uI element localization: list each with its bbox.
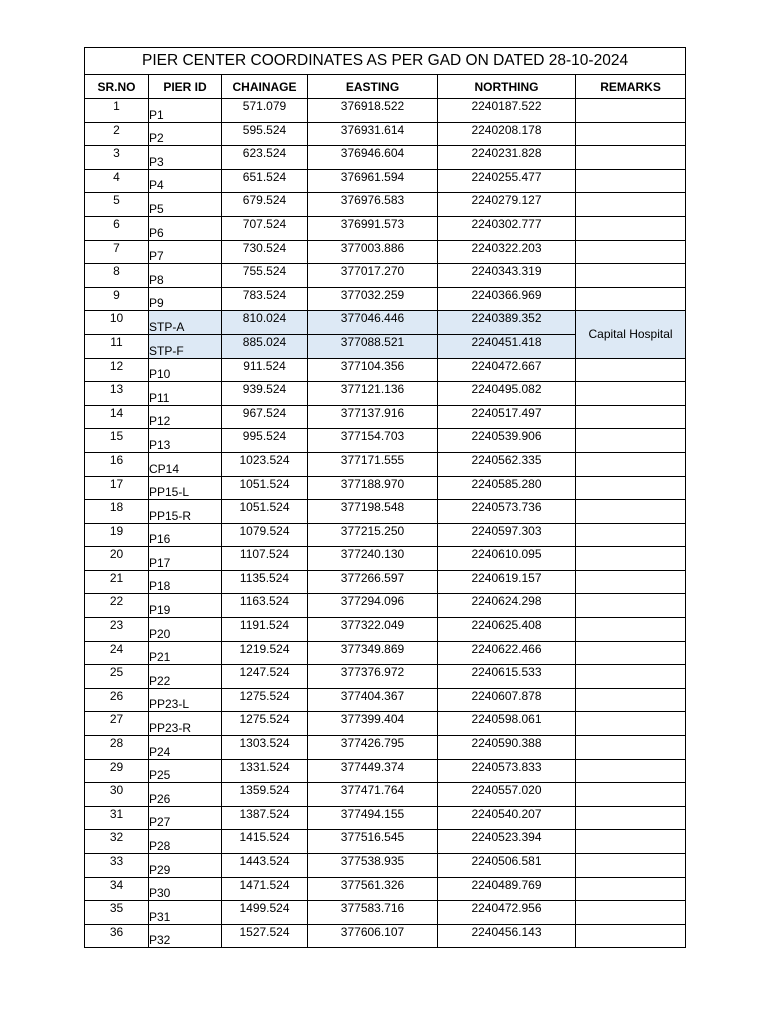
- table-row: [85, 358, 686, 382]
- cell-easting: 377104.356: [308, 358, 438, 382]
- cell-easting: 377188.970: [308, 476, 438, 500]
- cell-easting: 376918.522: [308, 99, 438, 123]
- cell-chainage: 679.524: [222, 193, 308, 217]
- cell-remarks: [576, 570, 686, 594]
- cell-northing: 2240625.408: [438, 618, 576, 642]
- cell-northing: 2240187.522: [438, 99, 576, 123]
- cell-pier-id: P9: [149, 287, 222, 311]
- cell-pier-id: P6: [149, 216, 222, 240]
- cell-remarks: [576, 264, 686, 288]
- cell-easting: 377322.049: [308, 618, 438, 642]
- cell-remarks: [576, 641, 686, 665]
- cell-easting: 377399.404: [308, 712, 438, 736]
- cell-easting: 377032.259: [308, 287, 438, 311]
- cell-pier-id: P3: [149, 146, 222, 170]
- table-row: [85, 854, 686, 878]
- cell-pier-id: P30: [149, 877, 222, 901]
- cell-remarks: [576, 712, 686, 736]
- cell-pier-id: P24: [149, 736, 222, 760]
- cell-sr-no: 23: [85, 618, 149, 642]
- cell-remarks: [576, 122, 686, 146]
- cell-remarks: [576, 429, 686, 453]
- cell-easting: 377171.555: [308, 452, 438, 476]
- table-row: [85, 382, 686, 406]
- cell-chainage: 1051.524: [222, 476, 308, 500]
- cell-easting: 377046.446: [308, 311, 438, 335]
- cell-northing: 2240255.477: [438, 169, 576, 193]
- cell-pier-id: P29: [149, 854, 222, 878]
- cell-pier-id: P31: [149, 901, 222, 925]
- table-title: PIER CENTER COORDINATES AS PER GAD ON DATED 28-10-2024: [85, 48, 686, 75]
- cell-northing: 2240598.061: [438, 712, 576, 736]
- table-row: [85, 665, 686, 689]
- cell-chainage: 1079.524: [222, 523, 308, 547]
- cell-easting: 377240.130: [308, 547, 438, 571]
- table-row: [85, 405, 686, 429]
- cell-remarks: [576, 783, 686, 807]
- cell-pier-id: P12: [149, 405, 222, 429]
- cell-remarks: [576, 594, 686, 618]
- header-pier-id: PIER ID: [149, 75, 222, 99]
- cell-chainage: 1499.524: [222, 901, 308, 925]
- cell-chainage: 1135.524: [222, 570, 308, 594]
- table-row: [85, 806, 686, 830]
- cell-pier-id: P11: [149, 382, 222, 406]
- cell-easting: 377471.764: [308, 783, 438, 807]
- cell-easting: 377003.886: [308, 240, 438, 264]
- cell-pier-id: P16: [149, 523, 222, 547]
- cell-sr-no: 17: [85, 476, 149, 500]
- cell-easting: 376946.604: [308, 146, 438, 170]
- cell-chainage: 623.524: [222, 146, 308, 170]
- cell-chainage: 911.524: [222, 358, 308, 382]
- cell-remarks: [576, 452, 686, 476]
- table-row: [85, 523, 686, 547]
- cell-sr-no: 9: [85, 287, 149, 311]
- cell-remarks: Capital Hospital: [576, 311, 686, 358]
- cell-easting: 377494.155: [308, 806, 438, 830]
- cell-northing: 2240585.280: [438, 476, 576, 500]
- cell-pier-id: P8: [149, 264, 222, 288]
- cell-remarks: [576, 500, 686, 524]
- cell-easting: 377294.096: [308, 594, 438, 618]
- cell-sr-no: 2: [85, 122, 149, 146]
- cell-northing: 2240539.906: [438, 429, 576, 453]
- cell-northing: 2240622.466: [438, 641, 576, 665]
- cell-pier-id: P13: [149, 429, 222, 453]
- cell-remarks: [576, 216, 686, 240]
- cell-remarks: [576, 901, 686, 925]
- table-row: [85, 712, 686, 736]
- cell-pier-id: PP23-R: [149, 712, 222, 736]
- cell-northing: 2240590.388: [438, 736, 576, 760]
- cell-chainage: 810.024: [222, 311, 308, 335]
- cell-northing: 2240366.969: [438, 287, 576, 311]
- cell-remarks: [576, 240, 686, 264]
- cell-chainage: 1387.524: [222, 806, 308, 830]
- cell-chainage: 1275.524: [222, 688, 308, 712]
- cell-remarks: [576, 476, 686, 500]
- cell-northing: 2240451.418: [438, 334, 576, 358]
- table-row: [85, 901, 686, 925]
- cell-chainage: 1443.524: [222, 854, 308, 878]
- cell-chainage: 1219.524: [222, 641, 308, 665]
- cell-northing: 2240302.777: [438, 216, 576, 240]
- cell-remarks: [576, 169, 686, 193]
- cell-remarks: [576, 193, 686, 217]
- cell-easting: 377561.326: [308, 877, 438, 901]
- cell-chainage: 1331.524: [222, 759, 308, 783]
- cell-sr-no: 7: [85, 240, 149, 264]
- cell-northing: 2240624.298: [438, 594, 576, 618]
- cell-sr-no: 1: [85, 99, 149, 123]
- cell-chainage: 707.524: [222, 216, 308, 240]
- cell-remarks: [576, 806, 686, 830]
- cell-easting: 377583.716: [308, 901, 438, 925]
- cell-pier-id: P25: [149, 759, 222, 783]
- cell-sr-no: 5: [85, 193, 149, 217]
- cell-chainage: 571.079: [222, 99, 308, 123]
- cell-remarks: [576, 287, 686, 311]
- cell-remarks: [576, 830, 686, 854]
- cell-sr-no: 34: [85, 877, 149, 901]
- table-row: [85, 240, 686, 264]
- cell-remarks: [576, 99, 686, 123]
- cell-sr-no: 15: [85, 429, 149, 453]
- cell-sr-no: 6: [85, 216, 149, 240]
- cell-sr-no: 31: [85, 806, 149, 830]
- cell-northing: 2240506.581: [438, 854, 576, 878]
- cell-chainage: 1023.524: [222, 452, 308, 476]
- cell-sr-no: 16: [85, 452, 149, 476]
- cell-sr-no: 21: [85, 570, 149, 594]
- cell-easting: 377376.972: [308, 665, 438, 689]
- table-row: [85, 287, 686, 311]
- header-remarks: REMARKS: [576, 75, 686, 99]
- cell-easting: 377404.367: [308, 688, 438, 712]
- cell-chainage: 730.524: [222, 240, 308, 264]
- cell-remarks: [576, 759, 686, 783]
- cell-chainage: 995.524: [222, 429, 308, 453]
- cell-chainage: 755.524: [222, 264, 308, 288]
- cell-sr-no: 10: [85, 311, 149, 335]
- table-row: [85, 641, 686, 665]
- cell-easting: 377426.795: [308, 736, 438, 760]
- cell-remarks: [576, 146, 686, 170]
- cell-easting: 377017.270: [308, 264, 438, 288]
- cell-chainage: 939.524: [222, 382, 308, 406]
- cell-chainage: 651.524: [222, 169, 308, 193]
- cell-easting: 376976.583: [308, 193, 438, 217]
- cell-northing: 2240208.178: [438, 122, 576, 146]
- cell-northing: 2240343.319: [438, 264, 576, 288]
- cell-sr-no: 35: [85, 901, 149, 925]
- cell-pier-id: P10: [149, 358, 222, 382]
- cell-northing: 2240619.157: [438, 570, 576, 594]
- cell-northing: 2240279.127: [438, 193, 576, 217]
- table-row: [85, 429, 686, 453]
- cell-easting: 376991.573: [308, 216, 438, 240]
- cell-sr-no: 28: [85, 736, 149, 760]
- cell-sr-no: 20: [85, 547, 149, 571]
- table-row: [85, 122, 686, 146]
- cell-northing: 2240495.082: [438, 382, 576, 406]
- cell-sr-no: 12: [85, 358, 149, 382]
- cell-pier-id: P27: [149, 806, 222, 830]
- cell-sr-no: 14: [85, 405, 149, 429]
- header-chainage: CHAINAGE: [222, 75, 308, 99]
- cell-pier-id: P2: [149, 122, 222, 146]
- cell-easting: 377266.597: [308, 570, 438, 594]
- cell-chainage: 1247.524: [222, 665, 308, 689]
- cell-easting: 377088.521: [308, 334, 438, 358]
- cell-chainage: 1163.524: [222, 594, 308, 618]
- cell-remarks: [576, 547, 686, 571]
- cell-northing: 2240615.533: [438, 665, 576, 689]
- cell-easting: 377516.545: [308, 830, 438, 854]
- cell-pier-id: P7: [149, 240, 222, 264]
- cell-pier-id: STP-A: [149, 311, 222, 335]
- cell-sr-no: 27: [85, 712, 149, 736]
- cell-sr-no: 32: [85, 830, 149, 854]
- cell-remarks: [576, 877, 686, 901]
- table-row: [85, 688, 686, 712]
- pier-coordinates-table: [84, 47, 686, 948]
- cell-easting: 377349.869: [308, 641, 438, 665]
- header-easting: EASTING: [308, 75, 438, 99]
- cell-northing: 2240231.828: [438, 146, 576, 170]
- table-row: [85, 146, 686, 170]
- cell-northing: 2240562.335: [438, 452, 576, 476]
- cell-northing: 2240540.207: [438, 806, 576, 830]
- cell-pier-id: STP-F: [149, 334, 222, 358]
- cell-pier-id: P5: [149, 193, 222, 217]
- cell-sr-no: 22: [85, 594, 149, 618]
- cell-easting: 377154.703: [308, 429, 438, 453]
- cell-northing: 2240573.736: [438, 500, 576, 524]
- cell-remarks: [576, 688, 686, 712]
- table-row: [85, 169, 686, 193]
- cell-northing: 2240472.956: [438, 901, 576, 925]
- cell-pier-id: P28: [149, 830, 222, 854]
- cell-sr-no: 4: [85, 169, 149, 193]
- title-row: [85, 48, 686, 75]
- cell-remarks: [576, 736, 686, 760]
- cell-chainage: 967.524: [222, 405, 308, 429]
- table-row: [85, 476, 686, 500]
- table-row: [85, 618, 686, 642]
- cell-chainage: 1471.524: [222, 877, 308, 901]
- cell-northing: 2240389.352: [438, 311, 576, 335]
- cell-northing: 2240607.878: [438, 688, 576, 712]
- table-row: [85, 877, 686, 901]
- cell-chainage: 1107.524: [222, 547, 308, 571]
- cell-easting: 377215.250: [308, 523, 438, 547]
- cell-chainage: 1051.524: [222, 500, 308, 524]
- cell-northing: 2240573.833: [438, 759, 576, 783]
- cell-chainage: 885.024: [222, 334, 308, 358]
- cell-chainage: 1527.524: [222, 924, 308, 948]
- cell-remarks: [576, 618, 686, 642]
- cell-pier-id: PP15-R: [149, 500, 222, 524]
- cell-sr-no: 18: [85, 500, 149, 524]
- cell-chainage: 1359.524: [222, 783, 308, 807]
- cell-pier-id: P26: [149, 783, 222, 807]
- cell-pier-id: PP23-L: [149, 688, 222, 712]
- cell-northing: 2240523.394: [438, 830, 576, 854]
- cell-chainage: 783.524: [222, 287, 308, 311]
- table-row: [85, 594, 686, 618]
- cell-sr-no: 29: [85, 759, 149, 783]
- cell-chainage: 1275.524: [222, 712, 308, 736]
- cell-pier-id: P20: [149, 618, 222, 642]
- table-row: [85, 830, 686, 854]
- cell-pier-id: P19: [149, 594, 222, 618]
- table-row: [85, 99, 686, 123]
- cell-sr-no: 8: [85, 264, 149, 288]
- cell-sr-no: 33: [85, 854, 149, 878]
- table-row: [85, 193, 686, 217]
- table-row: [85, 736, 686, 760]
- cell-northing: 2240489.769: [438, 877, 576, 901]
- cell-easting: 377449.374: [308, 759, 438, 783]
- cell-sr-no: 30: [85, 783, 149, 807]
- cell-easting: 376931.614: [308, 122, 438, 146]
- cell-remarks: [576, 854, 686, 878]
- cell-northing: 2240456.143: [438, 924, 576, 948]
- cell-northing: 2240472.667: [438, 358, 576, 382]
- cell-easting: 377606.107: [308, 924, 438, 948]
- table-row: [85, 500, 686, 524]
- cell-chainage: 1191.524: [222, 618, 308, 642]
- cell-sr-no: 13: [85, 382, 149, 406]
- cell-sr-no: 26: [85, 688, 149, 712]
- cell-northing: 2240322.203: [438, 240, 576, 264]
- cell-sr-no: 3: [85, 146, 149, 170]
- cell-remarks: [576, 665, 686, 689]
- cell-pier-id: P22: [149, 665, 222, 689]
- header-row: [85, 75, 686, 99]
- table-row: [85, 547, 686, 571]
- cell-remarks: [576, 523, 686, 547]
- table-body: [85, 99, 686, 948]
- cell-sr-no: 25: [85, 665, 149, 689]
- cell-northing: 2240557.020: [438, 783, 576, 807]
- table-row: [85, 759, 686, 783]
- table-row: [85, 264, 686, 288]
- table-row: [85, 452, 686, 476]
- table-row: [85, 570, 686, 594]
- cell-sr-no: 11: [85, 334, 149, 358]
- cell-chainage: 1415.524: [222, 830, 308, 854]
- cell-easting: 377121.136: [308, 382, 438, 406]
- cell-remarks: [576, 358, 686, 382]
- cell-chainage: 1303.524: [222, 736, 308, 760]
- table-row: [85, 924, 686, 948]
- header-sr-no: SR.NO: [85, 75, 149, 99]
- cell-pier-id: P21: [149, 641, 222, 665]
- table-row: [85, 783, 686, 807]
- cell-easting: 377538.935: [308, 854, 438, 878]
- cell-northing: 2240597.303: [438, 523, 576, 547]
- header-northing: NORTHING: [438, 75, 576, 99]
- cell-remarks: [576, 405, 686, 429]
- cell-sr-no: 19: [85, 523, 149, 547]
- cell-northing: 2240517.497: [438, 405, 576, 429]
- cell-pier-id: P4: [149, 169, 222, 193]
- cell-easting: 376961.594: [308, 169, 438, 193]
- cell-easting: 377137.916: [308, 405, 438, 429]
- cell-northing: 2240610.095: [438, 547, 576, 571]
- cell-pier-id: CP14: [149, 452, 222, 476]
- cell-chainage: 595.524: [222, 122, 308, 146]
- cell-pier-id: P1: [149, 99, 222, 123]
- cell-sr-no: 36: [85, 924, 149, 948]
- cell-pier-id: P17: [149, 547, 222, 571]
- table-row: [85, 216, 686, 240]
- cell-pier-id: P32: [149, 924, 222, 948]
- cell-remarks: [576, 924, 686, 948]
- cell-remarks: [576, 382, 686, 406]
- cell-sr-no: 24: [85, 641, 149, 665]
- cell-pier-id: PP15-L: [149, 476, 222, 500]
- table-row: [85, 311, 686, 335]
- cell-easting: 377198.548: [308, 500, 438, 524]
- cell-pier-id: P18: [149, 570, 222, 594]
